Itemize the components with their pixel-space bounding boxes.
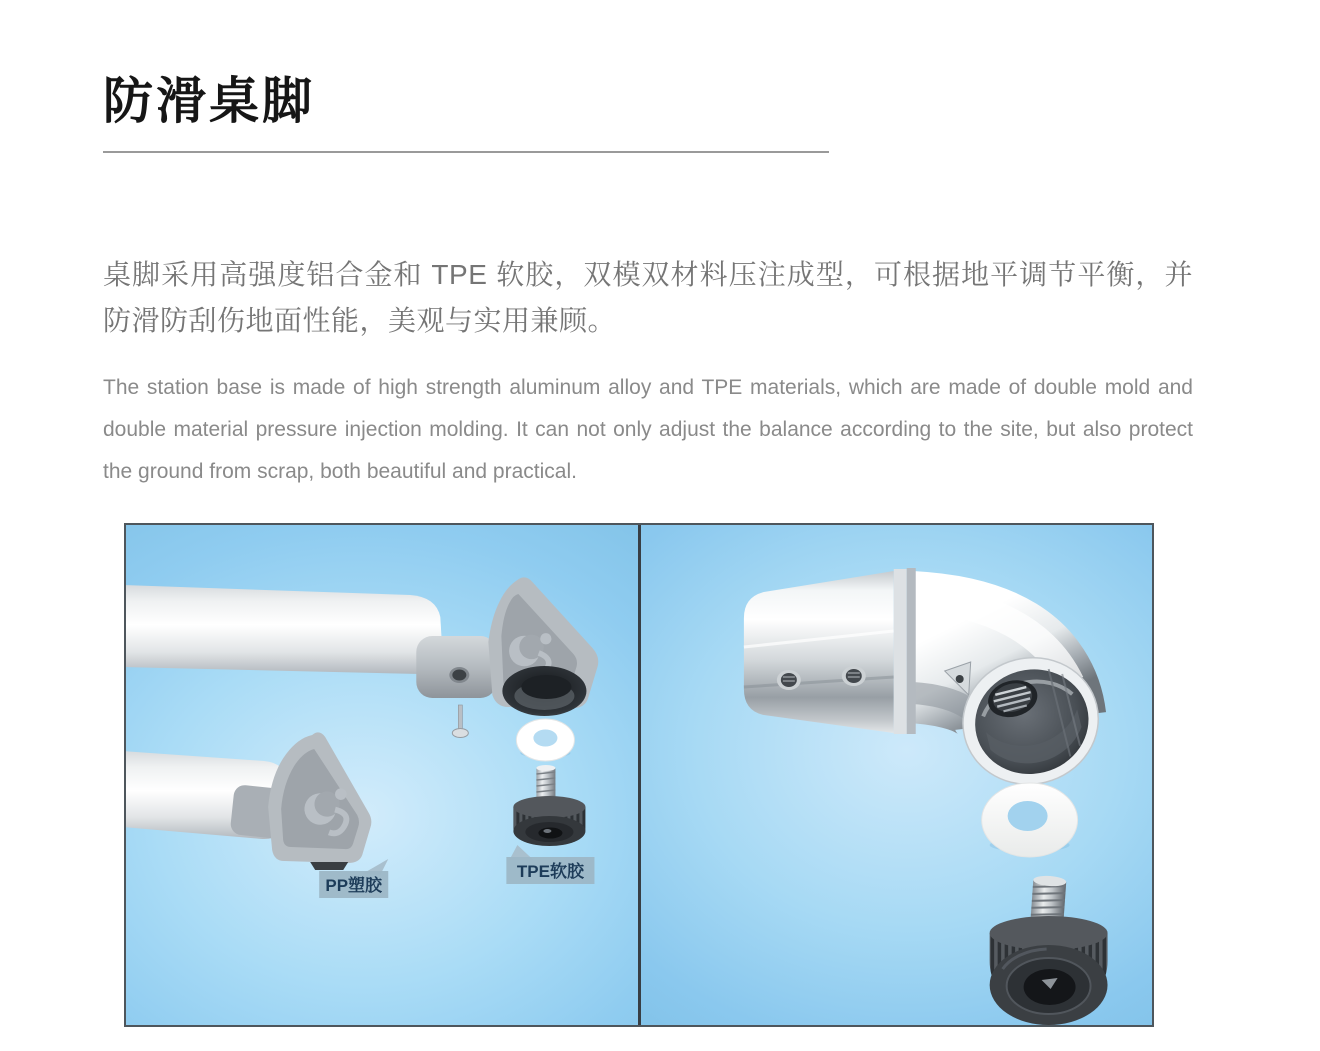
elbow-connector (743, 568, 1111, 799)
elbow-closeup-illustration (641, 525, 1153, 1025)
figure-panel-right (641, 525, 1153, 1025)
screw-pin (452, 705, 468, 738)
label-tpe-text: TPE软胶 (516, 862, 584, 881)
set-screw-hole (841, 666, 865, 686)
table-leg-tube-top (126, 585, 442, 674)
washer (516, 719, 574, 761)
page-title: 防滑桌脚 (103, 72, 315, 129)
intro-paragraph-chinese: 桌脚采用高强度铝合金和 TPE 软胶，双模双材料压注成型，可根据地平调节平衡，并防滑防刮伤地面性能，美观与实用兼顾。 (103, 259, 1193, 336)
figure-panel-left (126, 525, 638, 1025)
adjustable-foot-tpe (989, 875, 1107, 1025)
corner-bracket (416, 577, 598, 716)
washer (981, 783, 1077, 857)
label-tpe (506, 845, 594, 884)
product-figure (124, 523, 1154, 1027)
label-pp-text: PP塑胶 (325, 876, 383, 895)
title-divider (103, 151, 829, 153)
set-screw-hole (776, 670, 800, 690)
exploded-view-illustration (126, 525, 638, 1025)
adjustable-foot-tpe (513, 765, 585, 846)
foot-cap-pp (230, 732, 372, 870)
intro-paragraph-english: The station base is made of high strength aluminum alloy and TPE materials, which are made of double mold and double material pressure injection molding. It can not only adjust the balance according to the site, but also protect the ground from scrap, both beautiful and practical. (103, 376, 1193, 483)
